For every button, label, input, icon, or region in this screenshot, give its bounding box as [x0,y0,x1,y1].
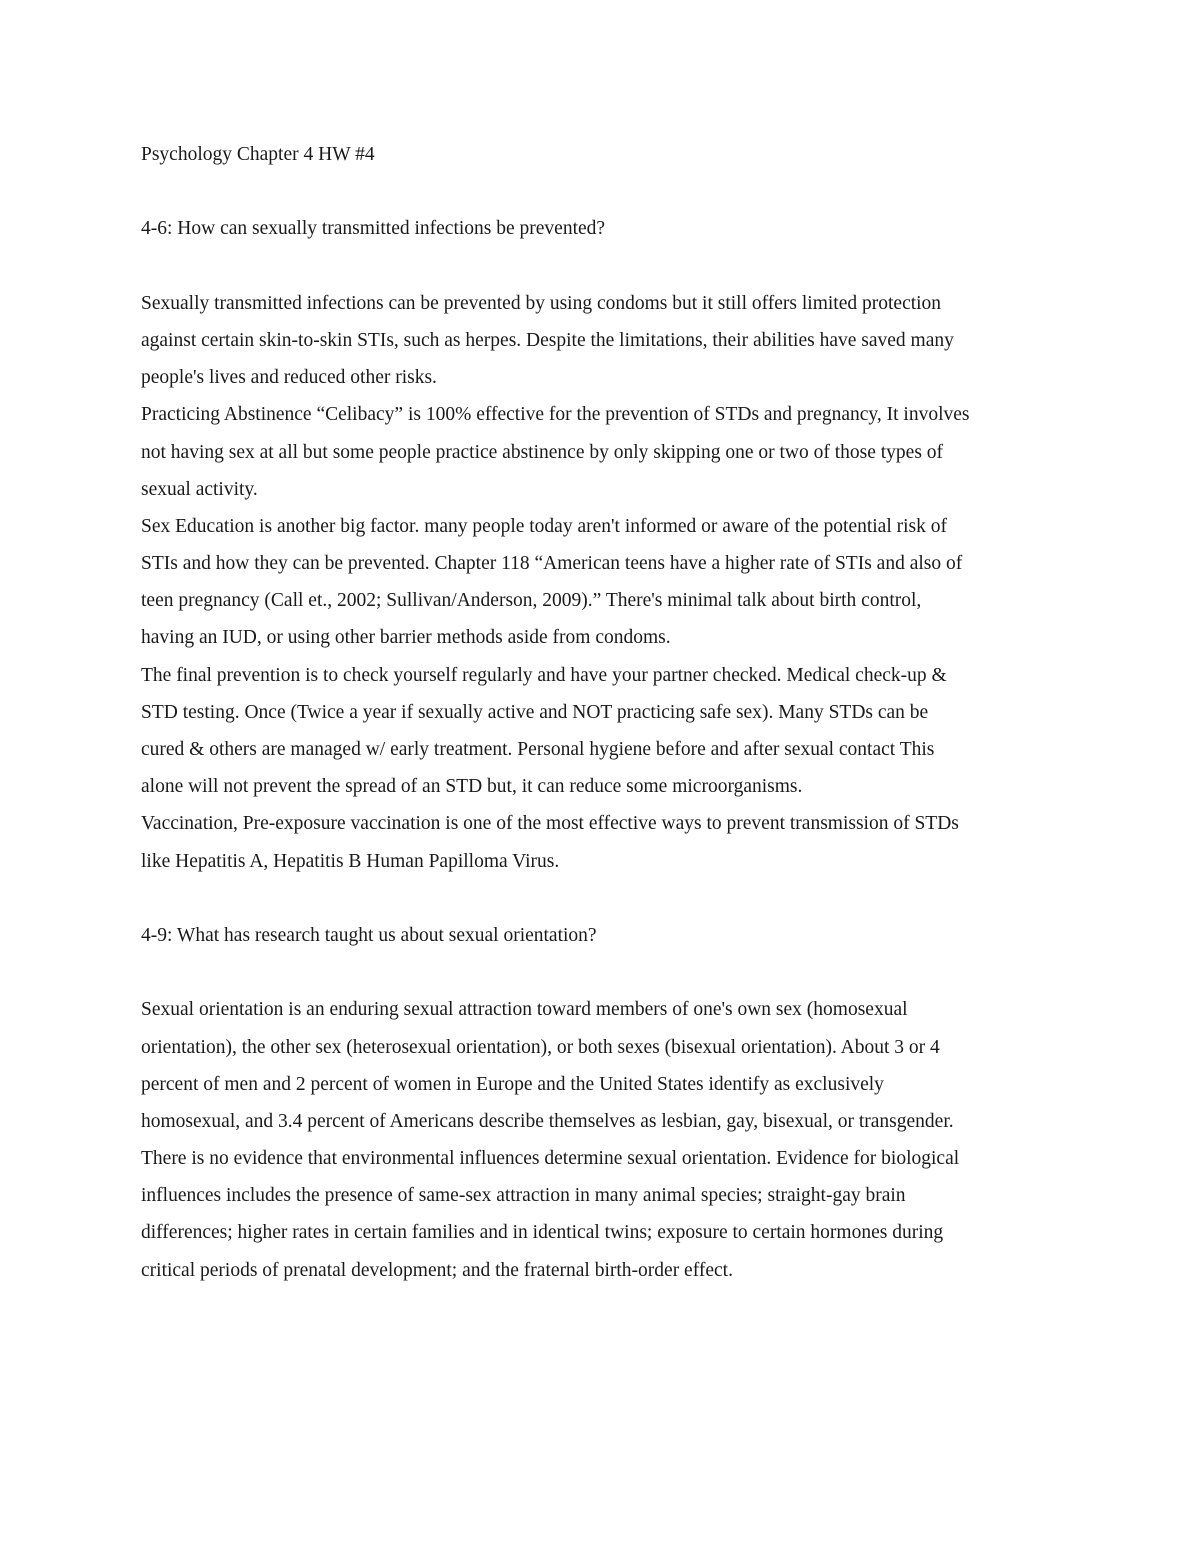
answer-line: not having sex at all but some people practice abstinence by only skipping one or two of those types of [141,441,944,463]
answer-line: Sexual orientation is an enduring sexual attraction toward members of one's own sex (homosexual [141,999,908,1021]
answer-line: critical periods of prenatal development; and the fraternal birth-order effect. [141,1259,733,1281]
answer-line: differences; higher rates in certain families and in identical twins; exposure to certain hormones during [141,1222,944,1244]
spacer [141,173,1071,210]
answer-line: Sexually transmitted infections can be prevented by using condoms but it still offers limited protection [141,292,942,314]
answer-line: orientation), the other sex (heterosexual orientation), or both sexes (bisexual orientation). About 3 or 4 [141,1036,940,1058]
answer-paragraph [141,991,1071,1289]
answer-line: There is no evidence that environmental influences determine sexual orientation. Evidence for biological [141,1148,960,1170]
answer-line: STIs and how they can be prevented. Chapter 118 “American teens have a higher rate of STIs and also of [141,553,963,575]
document-title: Psychology Chapter 4 HW #4 [141,144,375,165]
answer-line: alone will not prevent the spread of an STD but, it can reduce some microorganisms. [141,776,803,798]
answer-line: people's lives and reduced other risks. [141,367,437,389]
answer-line: sexual activity. [141,478,258,500]
answer-line: having an IUD, or using other barrier methods aside from condoms. [141,627,671,649]
answer-line: STD testing. Once (Twice a year if sexually active and NOT practicing safe sex). Many STDs can be [141,701,929,723]
spacer [141,880,1071,917]
answer-paragraph [141,285,1071,880]
answer-line: like Hepatitis A, Hepatitis B Human Papilloma Virus. [141,850,560,872]
answer-line: against certain skin-to-skin STIs, such as herpes. Despite the limitations, their abilities have saved many [141,329,954,351]
spacer [141,248,1071,285]
answer-line: influences includes the presence of same-sex attraction in many animal species; straight-gay brain [141,1185,906,1207]
answer-line: percent of men and 2 percent of women in Europe and the United States identify as exclusively [141,1073,884,1095]
answer-line: Sex Education is another big factor. many people today aren't informed or aware of the potential risk of [141,515,948,537]
question-heading: 4-9: What has research taught us about sexual orientation? [141,924,597,946]
spacer [141,954,1071,991]
answer-line: Practicing Abstinence “Celibacy” is 100% effective for the prevention of STDs and pregnancy, It involves [141,404,970,426]
document-body [141,136,1071,1289]
answer-line: The final prevention is to check yourself regularly and have your partner checked. Medical check-up & [141,664,947,686]
answer-line: teen pregnancy (Call et., 2002; Sullivan/Anderson, 2009).” There's minimal talk about birth control, [141,590,922,612]
question-heading: 4-6: How can sexually transmitted infections be prevented? [141,218,606,240]
answer-line: cured & others are managed w/ early treatment. Personal hygiene before and after sexual contact This [141,739,935,760]
answer-line: homosexual, and 3.4 percent of Americans describe themselves as lesbian, gay, bisexual, or transgender. [141,1110,954,1132]
answer-line: Vaccination, Pre-exposure vaccination is one of the most effective ways to prevent transmission of STDs [141,813,959,835]
